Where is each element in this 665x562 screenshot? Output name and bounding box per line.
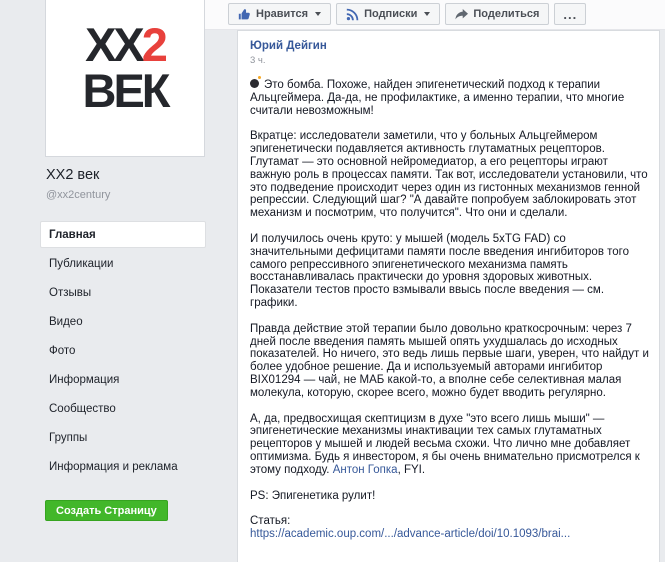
create-page-button[interactable]: Создать Страницу [45,500,168,521]
sidebar-item-publications[interactable]: Публикации [49,258,114,270]
follow-button-label: Подписки [364,8,418,20]
post-text [250,79,649,541]
page-logo-line1: XX2 [85,18,165,71]
sidebar-item-reviews[interactable]: Отзывы [49,287,92,299]
caret-down-icon [424,12,430,16]
page-handle: @xx2century [46,189,111,201]
page-action-toolbar [228,3,586,25]
post-paragraph: PS: Эпигенетика рулит! [250,489,376,502]
sidebar-nav [40,221,206,482]
caret-down-icon [315,12,321,16]
post-card [237,30,660,562]
post-paragraph: Правда действие этой терапии было довольно краткосрочным: через 7 дней после введения память мышей опять ухудшалась до исходных показателей. Но ничего, это ведь лишь первые шаги, уверен, что найдут и более удобное решение. Да и используемый авторами ингибитор BIX01294 — чай, не МАБ какой-то, а вполне себе селективная малая молекула, которую, скорее всего, можно будет вводить регулярно. [250,322,649,399]
post-paragraph: Это бомба. Похоже, найден эпигенетический подход к терапии Альцгеймера. Да-да, не профилактике, а именно терапии, что многие считали невозможным! [250,79,625,117]
sidebar-item-community[interactable]: Сообщество [49,403,116,415]
like-button-label: Нравится [256,8,309,20]
ellipsis-icon: ... [563,6,578,22]
post-paragraph: Вкратце: исследователи заметили, что у больных Альцгеймером эпигенетически подавляется активность глутаматных рецепторов. Глутамат — это основной нейромедиатор, а его рецепторы играют важную роль в процессах памяти. Так вот, исследователи установили, что это подведение происходит через один из гистонных механизмов генной репрессии. Следующий шаг? "А давайте попробуем заблокировать этот механизм и посмотрим, что получится". Что они и сделали. [250,130,648,220]
anton-gopka-link[interactable]: Антон Гопка [332,463,398,476]
page-logo-line2: ВЕК [82,64,168,118]
sidebar-item-home[interactable]: Главная [40,221,206,248]
more-button[interactable] [554,3,586,25]
post-paragraph: А, да, предвосхищая скептицизм в духе "это всего лишь мыши" — эпигенетические механизмы инактивации тех самых глутаматных рецепторов у мышей и людей весьма схожи. Что лично мне добавляет оптимизма. Будь я инвестором, я бы очень внимательно присмотрелся к этому подходу. Антон Гопка, FYI. [250,412,640,476]
post-paragraph [250,515,649,541]
page-title[interactable]: XX2 век [46,167,100,183]
follow-button[interactable] [336,3,440,25]
post-paragraph: И получилось очень круто: у мышей (модель 5xTG FAD) со значительными дефицитами памяти после введения ингибиторов того самого репрессивного эпигенетического механизма память восстанавливалась практически до уровня здоровых животных. Показатели тестов просто взмывали ввысь после введения — см. графики. [250,232,629,309]
rss-icon [346,8,359,21]
sidebar-item-videos[interactable]: Видео [49,316,83,328]
post-timestamp[interactable]: 3 ч. [250,55,266,66]
bomb-emoji [250,79,259,88]
sidebar-item-info-ads[interactable]: Информация и реклама [49,461,178,473]
article-url-link[interactable]: https://academic.oup.com/.../advance-article/doi/10.1093/brai... [250,528,571,541]
share-arrow-icon [455,8,468,21]
share-button-label: Поделиться [473,8,540,20]
sidebar-item-info[interactable]: Информация [49,374,120,386]
share-button[interactable] [445,3,549,25]
page-avatar[interactable] [45,0,205,157]
sidebar-item-photos[interactable]: Фото [49,345,76,357]
article-label: Статья: [250,515,291,528]
post-author-link[interactable]: Юрий Дейгин [250,40,327,52]
thumbs-up-icon [238,8,251,21]
sidebar-item-groups[interactable]: Группы [49,432,88,444]
like-button[interactable] [228,3,331,25]
